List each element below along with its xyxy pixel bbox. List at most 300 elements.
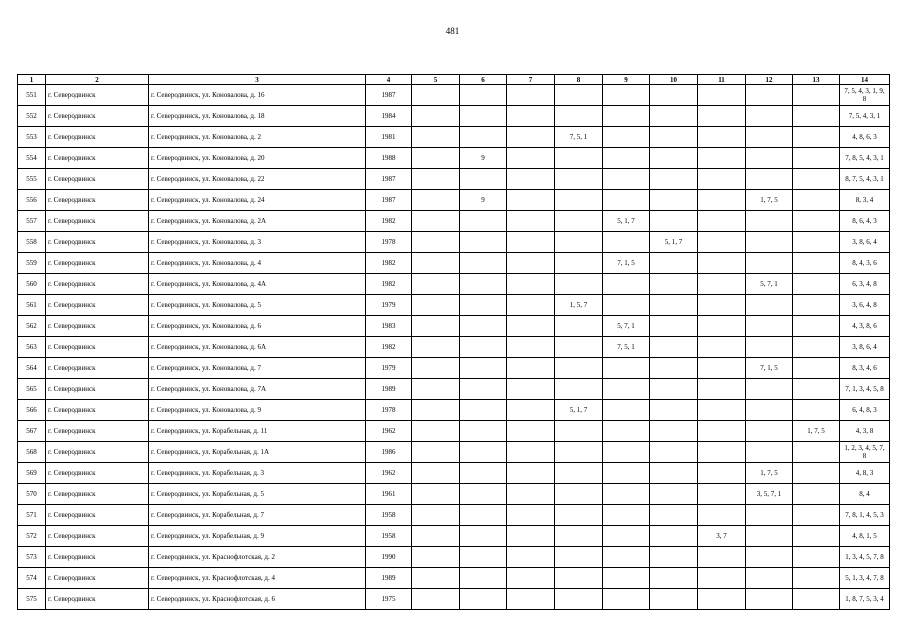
table-cell bbox=[507, 211, 555, 232]
table-cell: 1987 bbox=[366, 190, 412, 211]
table-cell: 557 bbox=[18, 211, 46, 232]
table-cell: 5, 1, 7 bbox=[555, 400, 603, 421]
table-cell bbox=[412, 169, 460, 190]
table-cell bbox=[507, 379, 555, 400]
table-cell: г. Северодвинск bbox=[46, 484, 149, 505]
table-row bbox=[18, 463, 890, 484]
table-cell bbox=[793, 211, 840, 232]
table-cell: 1990 bbox=[366, 547, 412, 568]
table-cell bbox=[507, 253, 555, 274]
table-cell: 1988 bbox=[366, 148, 412, 169]
table-cell: г. Северодвинск bbox=[46, 379, 149, 400]
table-cell: 551 bbox=[18, 85, 46, 106]
table-cell bbox=[555, 421, 603, 442]
table-cell bbox=[555, 190, 603, 211]
table-cell: 3, 8, 6, 4 bbox=[840, 337, 890, 358]
table-cell: г. Северодвинск bbox=[46, 547, 149, 568]
table-cell: 9 bbox=[460, 148, 507, 169]
table-cell: 555 bbox=[18, 169, 46, 190]
table-cell bbox=[698, 148, 746, 169]
table-cell: 1, 8, 7, 5, 3, 4 bbox=[840, 589, 890, 610]
table-cell bbox=[555, 589, 603, 610]
table-cell: 567 bbox=[18, 421, 46, 442]
table-cell bbox=[412, 568, 460, 589]
table-cell bbox=[603, 505, 650, 526]
table-cell bbox=[746, 211, 793, 232]
table-cell: г. Северодвинск, ул. Краснофлотская, д. 6 bbox=[149, 589, 366, 610]
column-header: 5 bbox=[412, 75, 460, 85]
table-cell: 570 bbox=[18, 484, 46, 505]
table-cell: 572 bbox=[18, 526, 46, 547]
table-row bbox=[18, 568, 890, 589]
table-row bbox=[18, 295, 890, 316]
table-cell bbox=[746, 505, 793, 526]
table-cell bbox=[460, 463, 507, 484]
table-cell: 566 bbox=[18, 400, 46, 421]
table-cell bbox=[412, 85, 460, 106]
table-cell: 8, 4 bbox=[840, 484, 890, 505]
table-cell bbox=[507, 106, 555, 127]
data-table bbox=[17, 74, 890, 610]
table-cell: 571 bbox=[18, 505, 46, 526]
table-cell bbox=[746, 526, 793, 547]
table-cell bbox=[793, 337, 840, 358]
table-cell bbox=[507, 274, 555, 295]
table-cell bbox=[507, 589, 555, 610]
table-cell bbox=[698, 505, 746, 526]
table-row bbox=[18, 274, 890, 295]
table-cell bbox=[460, 400, 507, 421]
table-cell: 8, 3, 4 bbox=[840, 190, 890, 211]
table-cell: 7, 1, 3, 4, 5, 8 bbox=[840, 379, 890, 400]
table-cell bbox=[603, 400, 650, 421]
table-cell: г. Северодвинск bbox=[46, 526, 149, 547]
table-cell bbox=[793, 400, 840, 421]
table-cell: 561 bbox=[18, 295, 46, 316]
table-cell: г. Северодвинск, ул. Коновалова, д. 5 bbox=[149, 295, 366, 316]
table-cell bbox=[507, 505, 555, 526]
column-header: 4 bbox=[366, 75, 412, 85]
table-cell bbox=[698, 379, 746, 400]
table-body bbox=[18, 85, 890, 610]
table-cell: 1958 bbox=[366, 526, 412, 547]
table-cell bbox=[698, 316, 746, 337]
column-header: 1 bbox=[18, 75, 46, 85]
table-cell bbox=[603, 169, 650, 190]
table-cell: г. Северодвинск, ул. Коновалова, д. 24 bbox=[149, 190, 366, 211]
table-cell bbox=[746, 547, 793, 568]
table-cell: 1958 bbox=[366, 505, 412, 526]
table-cell bbox=[603, 568, 650, 589]
table-cell: 560 bbox=[18, 274, 46, 295]
table-cell bbox=[650, 589, 698, 610]
table-cell bbox=[793, 484, 840, 505]
table-cell bbox=[555, 526, 603, 547]
table-cell bbox=[603, 106, 650, 127]
table-row bbox=[18, 85, 890, 106]
table-cell bbox=[698, 274, 746, 295]
table-cell: 558 bbox=[18, 232, 46, 253]
table-cell: 7, 8, 5, 4, 3, 1 bbox=[840, 148, 890, 169]
table-cell bbox=[460, 169, 507, 190]
table-cell: 1982 bbox=[366, 337, 412, 358]
table-cell: 5, 1, 3, 4, 7, 8 bbox=[840, 568, 890, 589]
table-cell bbox=[793, 253, 840, 274]
table-cell: 5, 7, 1 bbox=[746, 274, 793, 295]
column-header: 7 bbox=[507, 75, 555, 85]
table-cell: 564 bbox=[18, 358, 46, 379]
table-cell bbox=[698, 295, 746, 316]
table-cell bbox=[698, 106, 746, 127]
table-cell bbox=[555, 463, 603, 484]
table-cell: 1982 bbox=[366, 211, 412, 232]
table-cell bbox=[460, 442, 507, 463]
table-cell bbox=[460, 568, 507, 589]
table-cell bbox=[412, 379, 460, 400]
table-cell bbox=[460, 358, 507, 379]
table-cell: 1, 7, 5 bbox=[746, 190, 793, 211]
table-cell: 1978 bbox=[366, 400, 412, 421]
table-cell: г. Северодвинск bbox=[46, 232, 149, 253]
table-cell bbox=[555, 232, 603, 253]
table-cell bbox=[698, 253, 746, 274]
table-row bbox=[18, 400, 890, 421]
table-cell: г. Северодвинск, ул. Коновалова, д. 4 bbox=[149, 253, 366, 274]
table-cell bbox=[555, 379, 603, 400]
table-cell bbox=[650, 274, 698, 295]
table-cell bbox=[555, 106, 603, 127]
table-cell bbox=[507, 169, 555, 190]
table-cell bbox=[412, 232, 460, 253]
table-row bbox=[18, 421, 890, 442]
table-cell: г. Северодвинск bbox=[46, 421, 149, 442]
table-cell bbox=[793, 589, 840, 610]
table-cell bbox=[460, 316, 507, 337]
table-cell bbox=[412, 106, 460, 127]
table-cell bbox=[746, 169, 793, 190]
table-cell: 1961 bbox=[366, 484, 412, 505]
table-cell: 1987 bbox=[366, 169, 412, 190]
table-cell: 1, 2, 3, 4, 5, 7, 8 bbox=[840, 442, 890, 463]
table-cell: 574 bbox=[18, 568, 46, 589]
table-cell: 1983 bbox=[366, 316, 412, 337]
table-cell: 6, 4, 8, 3 bbox=[840, 400, 890, 421]
table-cell bbox=[698, 442, 746, 463]
table-cell bbox=[650, 442, 698, 463]
table-cell bbox=[507, 463, 555, 484]
table-cell: 1986 bbox=[366, 442, 412, 463]
table-cell bbox=[650, 316, 698, 337]
table-cell: г. Северодвинск bbox=[46, 400, 149, 421]
table-cell: 7, 5, 4, 3, 1, 9, 8 bbox=[840, 85, 890, 106]
table-cell bbox=[460, 106, 507, 127]
table-cell: 4, 8, 6, 3 bbox=[840, 127, 890, 148]
table-cell: 562 bbox=[18, 316, 46, 337]
table-cell bbox=[460, 505, 507, 526]
table-cell bbox=[746, 568, 793, 589]
column-header: 10 bbox=[650, 75, 698, 85]
table-cell bbox=[650, 295, 698, 316]
table-cell bbox=[412, 547, 460, 568]
table-cell bbox=[746, 253, 793, 274]
table-cell: г. Северодвинск bbox=[46, 463, 149, 484]
table-cell: 3, 6, 4, 8 bbox=[840, 295, 890, 316]
table-cell bbox=[793, 169, 840, 190]
table-cell bbox=[650, 547, 698, 568]
table-cell bbox=[412, 484, 460, 505]
table-row bbox=[18, 547, 890, 568]
table-cell: 7, 1, 5 bbox=[603, 253, 650, 274]
table-cell bbox=[650, 463, 698, 484]
table-cell bbox=[698, 85, 746, 106]
table-cell bbox=[412, 505, 460, 526]
table-cell bbox=[412, 421, 460, 442]
table-cell bbox=[412, 526, 460, 547]
table-cell: 8, 4, 3, 6 bbox=[840, 253, 890, 274]
table-cell: г. Северодвинск bbox=[46, 568, 149, 589]
table-cell bbox=[650, 358, 698, 379]
table-cell: г. Северодвинск, ул. Коновалова, д. 2 bbox=[149, 127, 366, 148]
table-cell bbox=[412, 253, 460, 274]
table-cell bbox=[746, 379, 793, 400]
table-cell bbox=[650, 211, 698, 232]
table-cell: 8, 3, 4, 6 bbox=[840, 358, 890, 379]
table-cell bbox=[746, 442, 793, 463]
table-cell: г. Северодвинск bbox=[46, 169, 149, 190]
table-cell bbox=[507, 400, 555, 421]
table-cell bbox=[650, 127, 698, 148]
column-header: 3 bbox=[149, 75, 366, 85]
table-cell: г. Северодвинск bbox=[46, 316, 149, 337]
table-cell: 1978 bbox=[366, 232, 412, 253]
table-cell bbox=[746, 232, 793, 253]
table-cell bbox=[603, 547, 650, 568]
table-cell bbox=[460, 379, 507, 400]
table-cell: г. Северодвинск bbox=[46, 358, 149, 379]
table-cell bbox=[698, 568, 746, 589]
table-cell: г. Северодвинск bbox=[46, 85, 149, 106]
table-cell: 1987 bbox=[366, 85, 412, 106]
table-cell bbox=[412, 463, 460, 484]
table-cell: г. Северодвинск bbox=[46, 253, 149, 274]
table-cell bbox=[555, 148, 603, 169]
table-cell: г. Северодвинск, ул. Коновалова, д. 20 bbox=[149, 148, 366, 169]
column-header: 13 bbox=[793, 75, 840, 85]
table-cell: 554 bbox=[18, 148, 46, 169]
table-cell: г. Северодвинск, ул. Корабельная, д. 9 bbox=[149, 526, 366, 547]
table-cell bbox=[698, 232, 746, 253]
table-cell bbox=[460, 253, 507, 274]
table-cell bbox=[650, 148, 698, 169]
column-header: 12 bbox=[746, 75, 793, 85]
table-cell bbox=[555, 253, 603, 274]
table-cell: 569 bbox=[18, 463, 46, 484]
table-cell bbox=[603, 190, 650, 211]
table-cell bbox=[555, 358, 603, 379]
table-cell: г. Северодвинск, ул. Корабельная, д. 1А bbox=[149, 442, 366, 463]
table-cell bbox=[412, 316, 460, 337]
table-cell: г. Северодвинск, ул. Корабельная, д. 3 bbox=[149, 463, 366, 484]
table-cell bbox=[555, 85, 603, 106]
table-cell bbox=[555, 211, 603, 232]
table-cell bbox=[460, 85, 507, 106]
table-row bbox=[18, 589, 890, 610]
table-cell bbox=[460, 274, 507, 295]
table-cell: 1, 7, 5 bbox=[746, 463, 793, 484]
column-header: 9 bbox=[603, 75, 650, 85]
table-cell bbox=[460, 232, 507, 253]
column-header: 8 bbox=[555, 75, 603, 85]
table-cell: 552 bbox=[18, 106, 46, 127]
table-cell bbox=[698, 547, 746, 568]
table-cell bbox=[650, 484, 698, 505]
table-cell bbox=[603, 421, 650, 442]
table-cell: 4, 3, 8, 6 bbox=[840, 316, 890, 337]
table-cell bbox=[507, 337, 555, 358]
table-cell bbox=[650, 526, 698, 547]
table-cell bbox=[746, 421, 793, 442]
table-cell: 573 bbox=[18, 547, 46, 568]
table-cell bbox=[412, 127, 460, 148]
table-cell bbox=[793, 316, 840, 337]
table-cell: 1, 7, 5 bbox=[793, 421, 840, 442]
table-cell: 4, 8, 3 bbox=[840, 463, 890, 484]
table-cell: 8, 6, 4, 3 bbox=[840, 211, 890, 232]
table-cell bbox=[460, 295, 507, 316]
table-cell bbox=[412, 358, 460, 379]
table-cell bbox=[603, 484, 650, 505]
table-cell bbox=[746, 400, 793, 421]
table-cell bbox=[698, 169, 746, 190]
table-cell: 5, 1, 7 bbox=[603, 211, 650, 232]
table-cell bbox=[650, 400, 698, 421]
table-cell bbox=[412, 295, 460, 316]
table-row bbox=[18, 190, 890, 211]
table-cell: г. Северодвинск bbox=[46, 148, 149, 169]
table-cell bbox=[555, 547, 603, 568]
table-cell: г. Северодвинск bbox=[46, 589, 149, 610]
table-cell bbox=[507, 232, 555, 253]
table-cell bbox=[793, 127, 840, 148]
table-cell bbox=[698, 358, 746, 379]
table-cell: 1962 bbox=[366, 421, 412, 442]
table-cell bbox=[650, 421, 698, 442]
table-cell bbox=[603, 85, 650, 106]
table-cell: г. Северодвинск, ул. Коновалова, д. 6А bbox=[149, 337, 366, 358]
table-cell bbox=[746, 589, 793, 610]
table-cell: г. Северодвинск bbox=[46, 106, 149, 127]
table-cell: 559 bbox=[18, 253, 46, 274]
table-cell bbox=[603, 442, 650, 463]
table-cell bbox=[460, 337, 507, 358]
table-cell: 7, 8, 1, 4, 5, 3 bbox=[840, 505, 890, 526]
table-cell: 556 bbox=[18, 190, 46, 211]
table-cell: г. Северодвинск bbox=[46, 274, 149, 295]
table-cell bbox=[460, 421, 507, 442]
table-cell bbox=[650, 85, 698, 106]
table-cell: г. Северодвинск, ул. Коновалова, д. 7 bbox=[149, 358, 366, 379]
table-cell bbox=[603, 127, 650, 148]
table-cell bbox=[555, 484, 603, 505]
table-cell bbox=[507, 85, 555, 106]
table-row bbox=[18, 232, 890, 253]
table-cell: 1979 bbox=[366, 295, 412, 316]
table-cell: 3, 5, 7, 1 bbox=[746, 484, 793, 505]
table-cell bbox=[603, 295, 650, 316]
table-cell: 6, 3, 4, 8 bbox=[840, 274, 890, 295]
table-cell bbox=[507, 190, 555, 211]
table-cell bbox=[412, 148, 460, 169]
table-cell bbox=[650, 505, 698, 526]
table-cell bbox=[746, 337, 793, 358]
table-cell: г. Северодвинск bbox=[46, 127, 149, 148]
table-cell bbox=[555, 316, 603, 337]
table-cell bbox=[507, 127, 555, 148]
table-cell bbox=[698, 337, 746, 358]
table-cell bbox=[460, 526, 507, 547]
table-cell: 1981 bbox=[366, 127, 412, 148]
table-cell: 563 bbox=[18, 337, 46, 358]
table-cell bbox=[793, 148, 840, 169]
table-cell bbox=[603, 526, 650, 547]
table-cell bbox=[603, 379, 650, 400]
table-cell: 9 bbox=[460, 190, 507, 211]
table-cell bbox=[507, 442, 555, 463]
table-row bbox=[18, 379, 890, 400]
table-cell: г. Северодвинск, ул. Коновалова, д. 3 bbox=[149, 232, 366, 253]
table-cell bbox=[650, 169, 698, 190]
table-cell bbox=[793, 190, 840, 211]
table-cell bbox=[460, 589, 507, 610]
table-cell bbox=[603, 274, 650, 295]
table-cell bbox=[793, 379, 840, 400]
table-cell bbox=[555, 568, 603, 589]
table-cell: 1989 bbox=[366, 568, 412, 589]
table-cell bbox=[555, 274, 603, 295]
table-cell bbox=[650, 106, 698, 127]
table-row bbox=[18, 337, 890, 358]
table-cell: 575 bbox=[18, 589, 46, 610]
table-cell: г. Северодвинск bbox=[46, 505, 149, 526]
table-cell: 7, 5, 1 bbox=[555, 127, 603, 148]
table-cell bbox=[507, 316, 555, 337]
table-cell: 8, 7, 5, 4, 3, 1 bbox=[840, 169, 890, 190]
table-cell bbox=[412, 442, 460, 463]
table-cell: 1984 bbox=[366, 106, 412, 127]
table-cell: г. Северодвинск, ул. Коновалова, д. 9 bbox=[149, 400, 366, 421]
table-cell bbox=[412, 190, 460, 211]
table-cell: 3, 8, 6, 4 bbox=[840, 232, 890, 253]
table-cell bbox=[793, 505, 840, 526]
table-row bbox=[18, 211, 890, 232]
table-cell: 4, 8, 1, 5 bbox=[840, 526, 890, 547]
table-cell: г. Северодвинск, ул. Коновалова, д. 7А bbox=[149, 379, 366, 400]
table-cell bbox=[793, 274, 840, 295]
table-cell: г. Северодвинск, ул. Коновалова, д. 22 bbox=[149, 169, 366, 190]
table-cell bbox=[793, 85, 840, 106]
table-cell: г. Северодвинск bbox=[46, 442, 149, 463]
table-cell bbox=[507, 547, 555, 568]
table-cell bbox=[603, 589, 650, 610]
table-cell: г. Северодвинск, ул. Коновалова, д. 2А bbox=[149, 211, 366, 232]
table-cell: г. Северодвинск bbox=[46, 190, 149, 211]
table-cell bbox=[698, 421, 746, 442]
table-cell bbox=[698, 190, 746, 211]
table-cell: 1982 bbox=[366, 253, 412, 274]
table-cell: г. Северодвинск, ул. Корабельная, д. 5 bbox=[149, 484, 366, 505]
table-cell bbox=[412, 400, 460, 421]
table-cell bbox=[507, 526, 555, 547]
